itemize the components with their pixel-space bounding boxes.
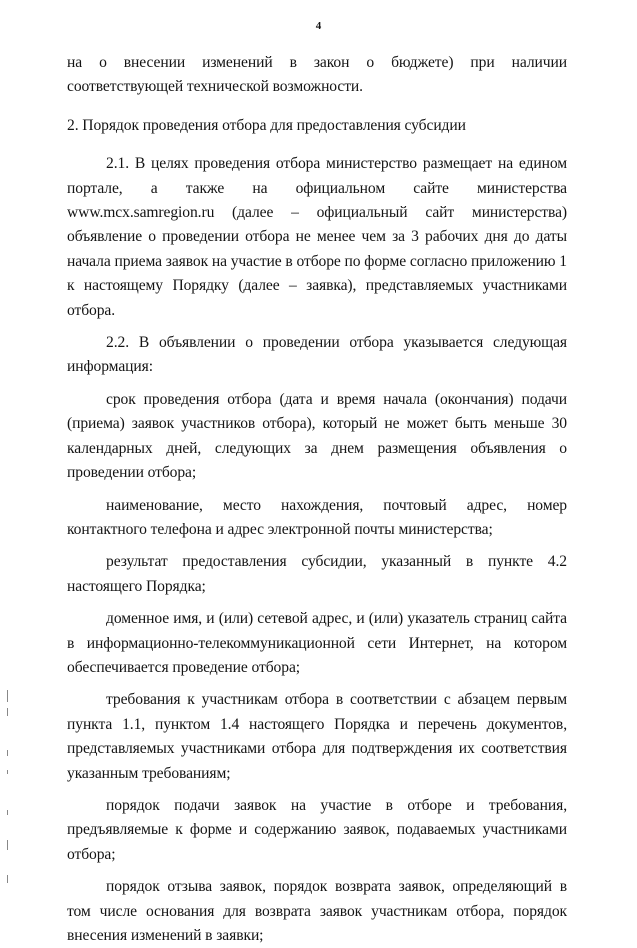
paragraph-continuation: на о внесении изменений в закон о бюджете) при наличии соответствующей технической возможности. [67,54,567,96]
list-item-deadline: срок проведения отбора (дата и время начала (окончания) подачи (приема) заявок участников отбора), который не может быть меньше 30 календарных дней, следующих за днем размещения объявления о проведении отбора; [67,390,567,482]
section-heading: 2. Порядок проведения отбора для предоставления субсидии [67,116,466,134]
list-item-contacts: наименование, место нахождения, почтовый адрес, номер контактного телефона и адрес электронной почты министерства; [67,496,567,538]
page-number: 4 [315,20,322,32]
list-item-withdrawal: порядок отзыва заявок, порядок возврата заявок, определяющий в том числе основания для возврата заявок участникам отбора, порядок внесения изменений в заявки; [67,878,567,944]
list-item-requirements: требования к участникам отбора в соответствии с абзацем первым пункта 1.1, пунктом 1.4 настоящего Порядка и перечень документов, представляемых участниками отбора для подтверждения их соответствия указанным требованиям; [67,691,567,782]
paragraph-2-2: 2.2. В объявлении о проведении отбора указывается следующая информация: [67,334,567,376]
scan-edge-marks [4,690,14,890]
document-body [67,51,567,948]
paragraph-2-1: 2.1. В целях проведения отбора министерство размещает на едином портале, а также на официальном сайте министерства www.mcx.samregion.ru (далее – официальный сайт министерства) объявление о проведении отбора не менее чем за 3 рабочих дня до даты начала приема заявок на участие в отборе по форме согласно приложению 1 к настоящему Порядку (далее – заявка), представляемых участниками отбора. [67,155,567,319]
list-item-submission: порядок подачи заявок на участие в отборе и требования, предъявляемые к форме и содержанию заявок, подаваемых участниками отбора; [67,796,567,863]
list-item-domain: доменное имя, и (или) сетевой адрес, и (или) указатель страниц сайта в информационно-телекоммуникационной сети Интернет, на котором обеспечивается проведение отбора; [67,610,567,676]
list-item-result: результат предоставления субсидии, указанный в пункте 4.2 настоящего Порядка; [67,553,567,595]
